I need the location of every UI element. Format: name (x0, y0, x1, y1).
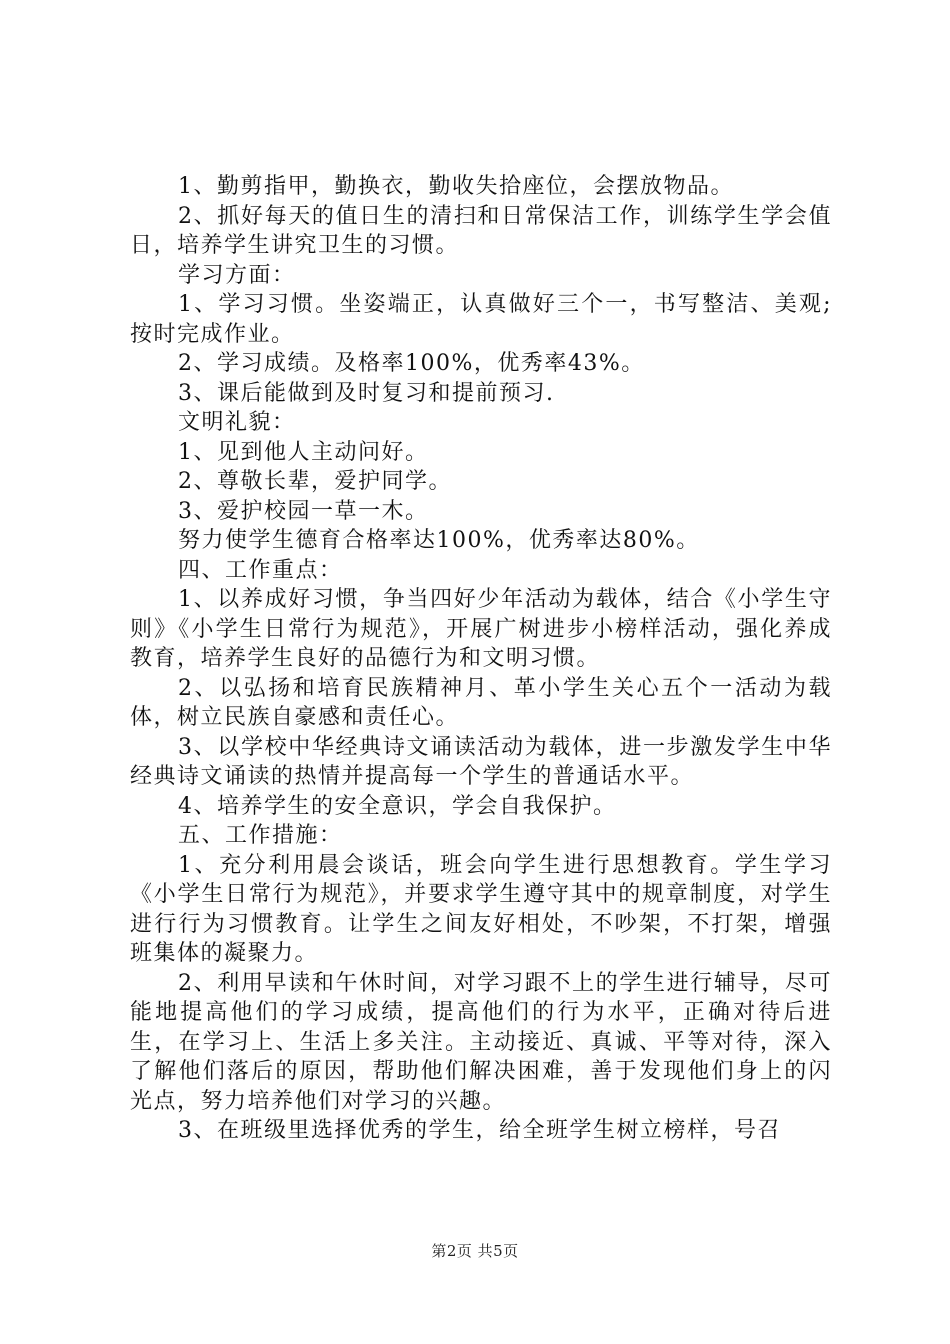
paragraph-study-3: 3、课后能做到及时复习和提前预习. (178, 380, 555, 406)
paragraph-goal: 努力使学生德育合格率达100%，优秀率达80%。 (178, 528, 700, 553)
heading-measures: 五、工作措施： (178, 823, 343, 848)
paragraph-manners-3: 3、爱护校园一草一木。 (178, 498, 429, 524)
heading-study: 学习方面： (178, 262, 296, 288)
paragraph-study-2: 2、学习成绩。及格率100%，优秀率43%。 (178, 351, 645, 376)
page-footer: 第2页 共5页 (431, 1242, 519, 1260)
paragraph-hygiene-1: 1、勤剪指甲，勤换衣，勤收失拾座位，会摆放物品。 (178, 174, 734, 199)
paragraph-measure-2: 2、利用早读和午休时间，对学习跟不上的学生进行辅导，尽可能地提高他们的学习成绩，提高他们的行为水平，正确对待后进生，在学习上、生活上多关注。主动接近、真诚、平等对待，深入了解他们落后的原因，帮助他们解决困难，善于发现他们身上的闪光点，努力培养他们对学习的兴趣。 (130, 970, 832, 1114)
paragraph-key-2: 2、以弘扬和培育民族精神月、革小学生关心五个一活动为载体，树立民族自豪感和责任心。 (130, 675, 832, 730)
document-body (130, 172, 832, 1146)
paragraph-manners-2: 2、尊敬长辈，爱护同学。 (178, 469, 452, 494)
paragraph-manners-1: 1、见到他人主动问好。 (178, 439, 429, 465)
heading-key-points: 四、工作重点： (178, 557, 343, 583)
paragraph-study-1: 1、学习习惯。坐姿端正，认真做好三个一，书写整洁、美观;按时完成作业。 (130, 292, 832, 347)
heading-manners: 文明礼貌： (178, 410, 296, 435)
paragraph-measure-3: 3、在班级里选择优秀的学生，给全班学生树立榜样，号召 (178, 1118, 781, 1143)
paragraph-key-4: 4、培养学生的安全意识，学会自我保护。 (178, 793, 617, 819)
paragraph-key-3: 3、以学校中华经典诗文诵读活动为载体，进一步激发学生中华经典诗文诵读的热情并提高每一个学生的普通话水平。 (130, 734, 832, 789)
paragraph-measure-1: 1、充分利用晨会谈话，班会向学生进行思想教育。学生学习《小学生日常行为规范》，并要求学生遵守其中的规章制度，对学生进行行为习惯教育。让学生之间友好相处，不吵架，不打架，增强班集体的凝聚力。 (130, 852, 832, 966)
paragraph-hygiene-2: 2、抓好每天的值日生的清扫和日常保洁工作，训练学生学会值日，培养学生讲究卫生的习惯。 (130, 203, 832, 258)
paragraph-key-1: 1、以养成好习惯，争当四好少年活动为载体，结合《小学生守则》《小学生日常行为规范》，开展广树进步小榜样活动，强化养成教育，培养学生良好的品德行为和文明习惯。 (130, 587, 832, 671)
